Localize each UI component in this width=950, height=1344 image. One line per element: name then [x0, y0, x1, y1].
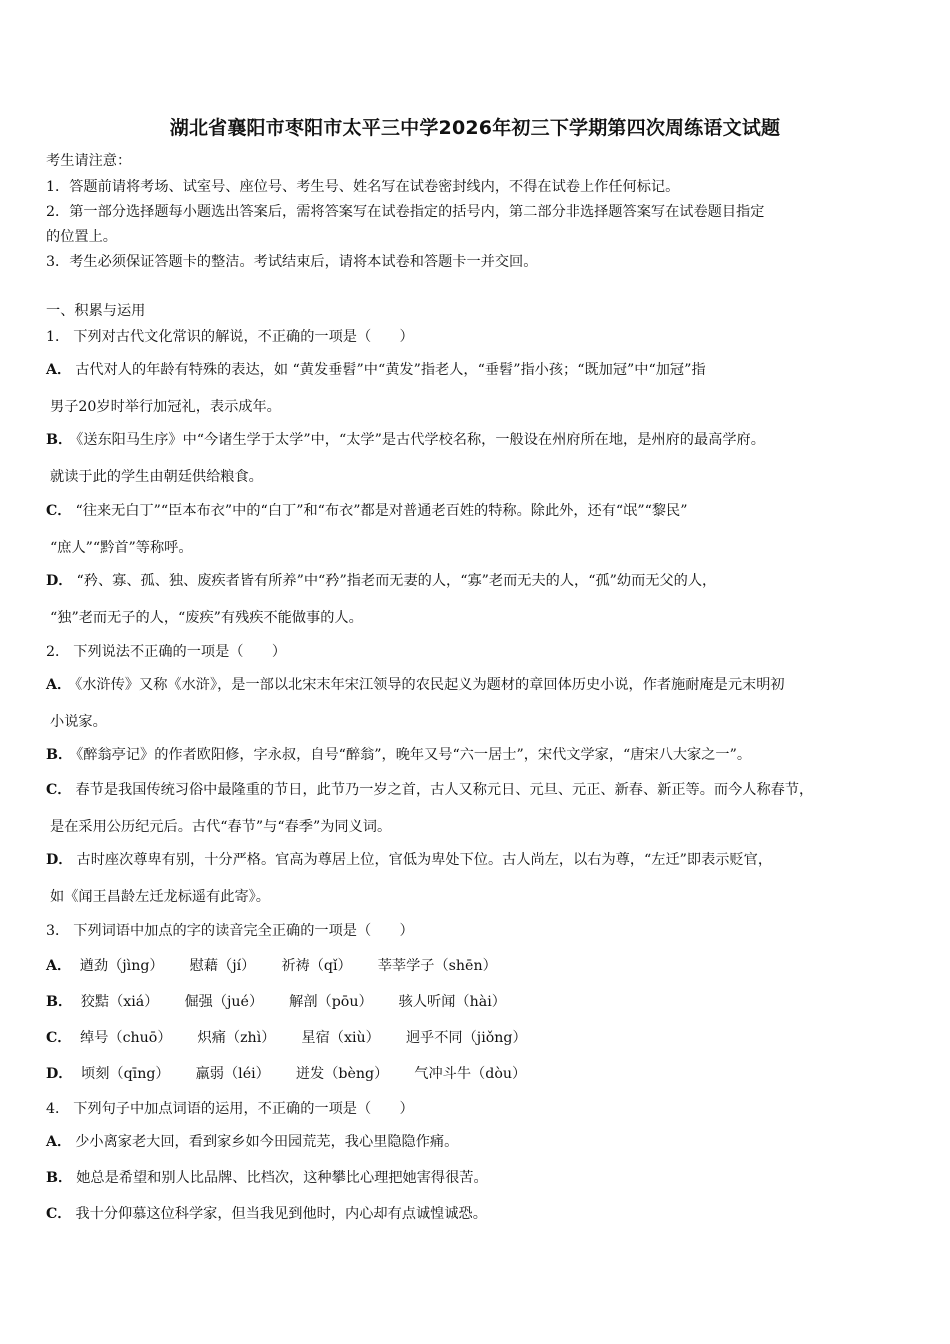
notice-item: 3．考生必须保证答题卡的整洁。考试结束后，请将本试卷和答题卡一并交回。 — [46, 254, 538, 270]
question-2-stem — [46, 643, 286, 661]
question-number: 3． — [46, 923, 70, 939]
pinyin-item: 倔强（jué） — [184, 994, 264, 1010]
option-line — [46, 1169, 488, 1187]
option-label: C． — [46, 1206, 72, 1222]
option-line — [46, 818, 391, 836]
question-number: 1． — [46, 329, 70, 345]
question-text: 下列句子中加点词语的运用，不正确的一项是（ ） — [73, 1101, 414, 1117]
option-text: 她总是希望和别人比品牌、比档次，这种攀比心理把她害得很苦。 — [76, 1170, 488, 1186]
option-line — [46, 1065, 552, 1083]
option-line — [46, 431, 765, 449]
pinyin-item: 慰藉（jí） — [189, 958, 256, 974]
option-line — [46, 713, 107, 731]
question-text: 下列说法不正确的一项是（ ） — [73, 644, 287, 660]
option-line — [46, 1205, 487, 1223]
question-number: 4． — [46, 1101, 70, 1117]
option-text: 小说家。 — [50, 714, 107, 730]
option-text: “独”老而无子的人，“废疾”有残疾不能做事的人。 — [50, 610, 363, 626]
option-label: A． — [46, 958, 72, 974]
option-line — [46, 502, 687, 520]
option-line — [46, 957, 523, 975]
pinyin-item: 星宿（xiù） — [301, 1030, 380, 1046]
notice-item: 的位置上。 — [46, 229, 117, 245]
option-label: A． — [46, 362, 72, 378]
question-1-stem — [46, 328, 414, 346]
option-label: D． — [46, 573, 73, 589]
option-text: 《水浒传》又称《水浒》，是一部以北宋末年宋江领导的农民起义为题材的章回体历史小说，作者施耐庵是元末明初 — [75, 677, 785, 693]
option-line — [46, 993, 532, 1011]
pinyin-item: 骇人听闻（hài） — [398, 994, 506, 1010]
option-text: 古时座次尊卑有别，十分严格。官高为尊居上位，官低为卑处下位。古人尚左，以右为尊，“左迁”即表示贬官， — [76, 852, 773, 868]
option-label: B． — [46, 1170, 73, 1186]
pinyin-item: 莘莘学子（shēn） — [377, 958, 497, 974]
option-line — [46, 888, 270, 906]
option-line — [46, 468, 263, 486]
question-text: 下列对古代文化常识的解说，不正确的一项是（ ） — [73, 329, 414, 345]
option-line — [46, 539, 193, 557]
option-text: “往来无白丁”“臣本布衣”中的“白丁”和“布衣”都是对普通老百姓的特称。除此外，还有“氓”“黎民” — [75, 503, 688, 519]
question-3-stem — [46, 922, 414, 940]
option-label: B． — [46, 994, 73, 1010]
option-label: C． — [46, 1030, 72, 1046]
option-line — [46, 746, 751, 764]
option-text: 是在采用公历纪元后。古代“春节”与“春季”为同义词。 — [50, 819, 392, 835]
option-label: D． — [46, 852, 73, 868]
option-line — [46, 361, 706, 379]
pinyin-item: 祈祷（qǐ） — [281, 958, 352, 974]
question-number: 2． — [46, 644, 70, 660]
option-label: C． — [46, 782, 72, 798]
option-line — [46, 609, 363, 627]
option-text: 《送东阳马生序》中“今诸生学于太学”中，“太学”是古代学校名称，一般设在州府所在地，是州府的最高学府。 — [76, 432, 765, 448]
page-title: 湖北省襄阳市枣阳市太平三中学2026年初三下学期第四次周练语文试题 — [169, 117, 781, 139]
option-label: A． — [46, 1134, 72, 1150]
notice-item: 1．答题前请将考场、试室号、座位号、考生号、姓名写在试卷密封线内，不得在试卷上作任何标记。 — [46, 179, 680, 195]
option-line — [46, 1133, 458, 1151]
option-text: 《醉翁亭记》的作者欧阳修，字永叔，自号“醉翁”，晚年又号“六一居士”，宋代文学家，“唐宋八大家之一”。 — [76, 747, 752, 763]
option-label: D． — [46, 1066, 73, 1082]
option-line — [46, 781, 813, 799]
pinyin-item: 气冲斗牛（dòu） — [414, 1066, 527, 1082]
option-text: 我十分仰慕这位科学家，但当我见到他时，内心却有点诚惶诚恐。 — [75, 1206, 487, 1222]
option-text: 古代对人的年龄有特殊的表达，如 “黄发垂髫”中“黄发”指老人，“垂髫”指小孩；“既加冠”中“加冠”指 — [75, 362, 706, 378]
notice-item: 2．第一部分选择题每小题选出答案后，需将答案写在试卷指定的括号内，第二部分非选择题答案写在试卷题目指定 — [46, 204, 765, 220]
option-text: 春节是我国传统习俗中最隆重的节日，此节乃一岁之首，古人又称元日、元旦、元正、新春、新正等。而今人称春节， — [75, 782, 814, 798]
option-text: 少小离家老大回，看到家乡如今田园荒芜，我心里隐隐作痛。 — [75, 1134, 459, 1150]
notice-heading: 考生请注意： — [46, 153, 132, 169]
option-text: 就读于此的学生由朝廷供给粮食。 — [50, 469, 263, 485]
pinyin-item: 遒劲（jìng） — [79, 958, 164, 974]
pinyin-item: 羸弱（léi） — [195, 1066, 270, 1082]
option-text: “矜、寡、孤、独、废疾者皆有所养”中“矜”指老而无妻的人，“寡”老而无夫的人，“孤”幼而无父的人， — [76, 573, 717, 589]
pinyin-item: 迸发（bèng） — [295, 1066, 389, 1082]
question-text: 下列词语中加点的字的读音完全正确的一项是（ ） — [73, 923, 414, 939]
option-line — [46, 676, 785, 694]
pinyin-item: 狡黠（xiá） — [80, 994, 159, 1010]
option-line — [46, 572, 716, 590]
pinyin-item: 迥乎不同（jiǒng） — [405, 1030, 527, 1046]
option-label: C． — [46, 503, 72, 519]
option-text: 如《闻王昌龄左迁龙标遥有此寄》。 — [50, 889, 270, 905]
pinyin-item: 绰号（chuō） — [80, 1030, 172, 1046]
pinyin-item: 炽痛（zhì） — [197, 1030, 276, 1046]
option-line — [46, 851, 772, 869]
option-line — [46, 398, 281, 416]
pinyin-item: 解剖（pōu） — [289, 994, 373, 1010]
option-line — [46, 1029, 553, 1047]
option-text: “庶人”“黔首”等称呼。 — [50, 540, 193, 556]
option-label: B． — [46, 747, 73, 763]
option-label: A． — [46, 677, 72, 693]
question-4-stem — [46, 1100, 414, 1118]
option-label: B． — [46, 432, 73, 448]
pinyin-item: 顷刻（qīng） — [81, 1066, 170, 1082]
section-heading: 一、积累与运用 — [46, 303, 146, 319]
option-text: 男子20岁时举行加冠礼，表示成年。 — [50, 399, 281, 415]
